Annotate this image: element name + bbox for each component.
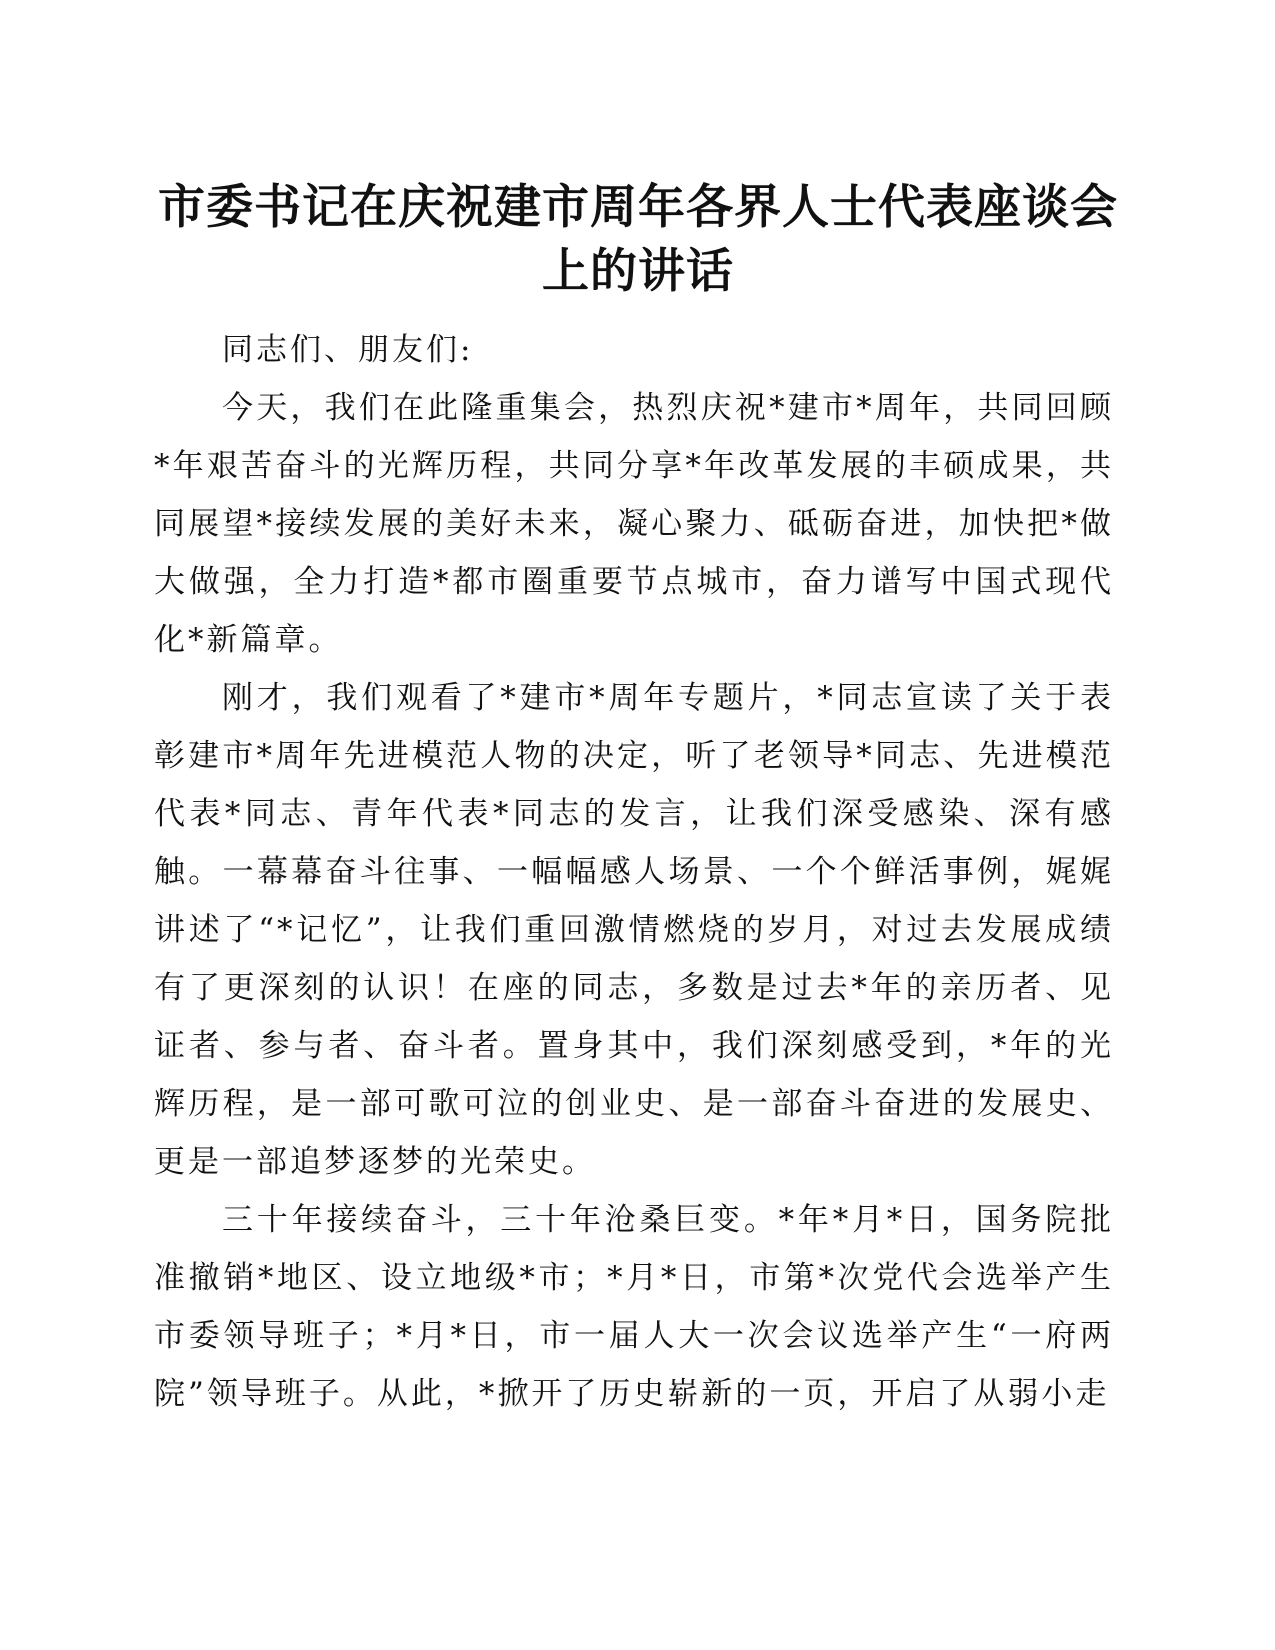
paragraph-2: 刚才，我们观看了*建市*周年专题片，*同志宣读了关于表彰建市*周年先进模范人物的决定，听了老领导*同志、先进模范代表*同志、青年代表*同志的发言，让我们深受感染、深有感触。一幕幕奋斗往事、一幅幅感人场景、一个个鲜活事例，娓娓讲述了“*记忆”，让我们重回激情燃烧的岁月，对过去发展成绩有了更深刻的认识！在座的同志，多数是过去*年的亲历者、见证者、参与者、奋斗者。置身其中，我们深刻感受到，*年的光辉历程，是一部可歌可泣的创业史、是一部奋斗奋进的发展史、更是一部追梦逐梦的光荣史。 [154, 680, 1114, 1180]
paragraph-3: 三十年接续奋斗，三十年沧桑巨变。*年*月*日，国务院批准撤销*地区、设立地级*市；*月*日，市第*次党代会选举产生市委领导班子；*月*日，市一届人大一次会议选举产生“一府两院”领导班子。从此，*掀开了历史崭新的一页，开启了从弱小走 [154, 1202, 1114, 1412]
title-line-1: 市委书记在庆祝建市周年各界人士代表座谈会 [158, 180, 1118, 235]
title-line-2: 上的讲话 [542, 244, 734, 299]
salutation: 同志们、朋友们: [222, 332, 474, 368]
document-body [154, 321, 1114, 1423]
paragraph-1: 今天，我们在此隆重集会，热烈庆祝*建市*周年，共同回顾*年艰苦奋斗的光辉历程，共同分享*年改革发展的丰硕成果，共同展望*接续发展的美好未来，凝心聚力、砥砺奋进，加快把*做大做强，全力打造*都市圈重要节点城市，奋力谱写中国式现代化*新篇章。 [154, 390, 1114, 658]
document-title [150, 176, 1126, 304]
